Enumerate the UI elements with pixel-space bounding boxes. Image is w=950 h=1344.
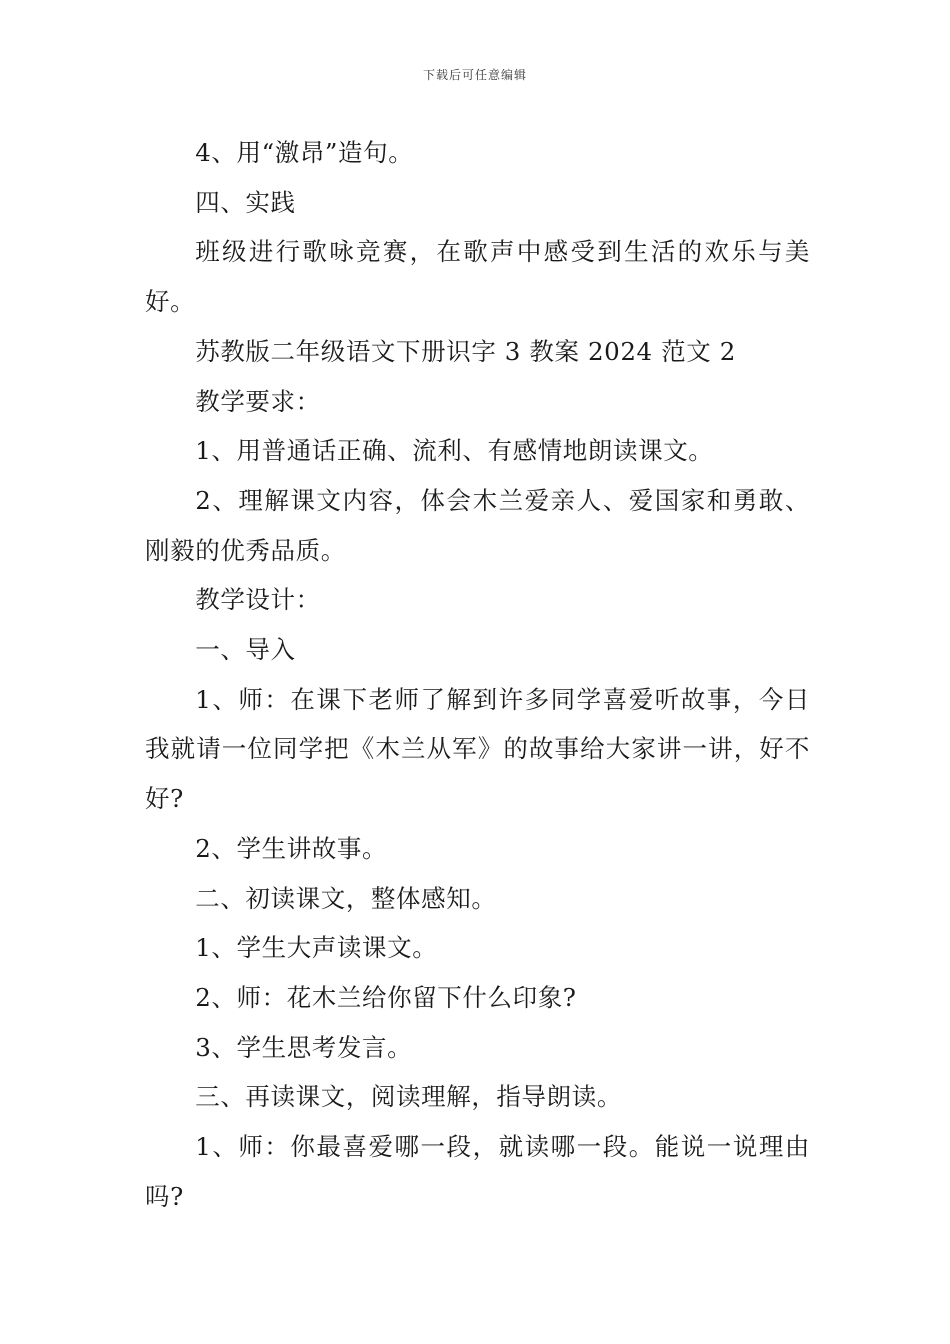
section-heading-first-reading: 二、初读课文，整体感知。 bbox=[195, 883, 497, 913]
step-teacher-question: 2、师：花木兰给你留下什么印象? bbox=[195, 982, 577, 1012]
section-heading-practice: 四、实践 bbox=[195, 187, 296, 217]
heading-teaching-design: 教学设计： bbox=[195, 585, 321, 615]
page-header: 下载后可任意编辑 bbox=[422, 68, 527, 82]
document-body bbox=[145, 128, 810, 1221]
step-read-aloud: 1、学生大声读课文。 bbox=[195, 933, 438, 963]
section-heading-introduction: 一、导入 bbox=[195, 635, 296, 665]
step-student-answer: 3、学生思考发言。 bbox=[195, 1032, 413, 1062]
heading-teaching-requirements: 教学要求： bbox=[195, 386, 321, 416]
requirement-item-2: 2、理解课文内容，体会木兰爱亲人、爱国家和勇敢、刚毅的优秀品质。 bbox=[145, 485, 810, 565]
lesson-title: 苏教版二年级语文下册识字 3 教案 2024 范文 2 bbox=[195, 336, 736, 366]
step-student-story: 2、学生讲故事。 bbox=[195, 833, 388, 863]
requirement-item-1: 1、用普通话正确、流利、有感情地朗读课文。 bbox=[195, 436, 714, 466]
section-heading-reread: 三、再读课文，阅读理解，指导朗读。 bbox=[195, 1082, 622, 1112]
step-favorite-paragraph: 1、师：你最喜爱哪一段，就读哪一段。能说一说理由吗? bbox=[145, 1132, 810, 1211]
paragraph-sentence-exercise: 4、用“激昂”造句。 bbox=[195, 138, 414, 167]
paragraph-singing-contest: 班级进行歌咏竞赛，在歌声中感受到生活的欢乐与美好。 bbox=[145, 237, 810, 317]
step-teacher-story: 1、师：在课下老师了解到许多同学喜爱听故事，今日我就请一位同学把《木兰从军》的故事给大家讲一讲，好不好? bbox=[145, 684, 810, 814]
